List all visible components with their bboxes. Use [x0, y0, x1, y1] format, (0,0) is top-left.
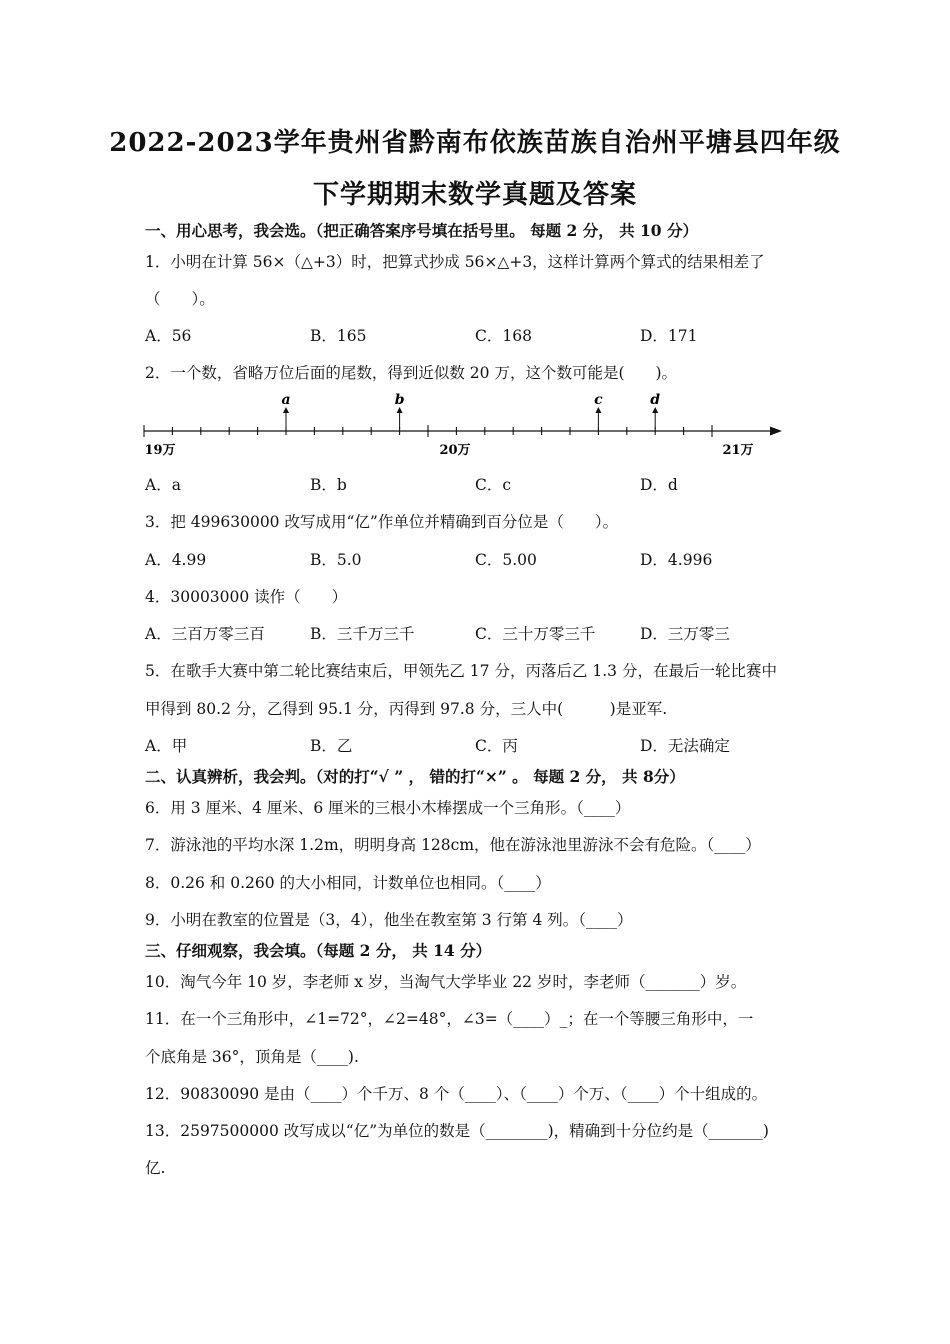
- q1-option-c: C．168: [475, 327, 532, 345]
- section-2-heading: 二、认真辨析，我会判。（对的打“√ ” ， 错的打“×” 。 每题 2 分， 共 8分）: [145, 767, 685, 786]
- number-line-ticks: [144, 425, 712, 437]
- question-5-line-1: 5．在歌手大赛中第二轮比赛结束后，甲领先乙 17 分，丙落后乙 1.3 分，在最后一轮比赛中: [145, 662, 777, 680]
- page-title-line-2: 下学期期末数学真题及答案: [312, 180, 637, 210]
- question-4-text: 4．30003000 读作（ ）: [145, 588, 348, 606]
- q3-option-a: A．4.99: [145, 551, 207, 569]
- svg-text:c: c: [594, 392, 603, 408]
- question-13-line-1: 13．2597500000 改写成以“亿”为单位的数是（________)，精确到十分位约是（_______): [145, 1122, 769, 1140]
- question-1-line-2: （ ）。: [145, 290, 215, 308]
- q2-option-b: B．b: [310, 476, 347, 494]
- q4-option-d: D．三万零三: [640, 625, 730, 643]
- number-line-arrow-head: [770, 427, 782, 436]
- q3-option-c: C．5.00: [475, 551, 537, 569]
- label-20wan: 20万: [439, 443, 471, 458]
- marker-d: [650, 392, 660, 429]
- question-13-line-2: 亿.: [145, 1159, 166, 1177]
- svg-text:b: b: [394, 392, 405, 408]
- section-1-heading: 一、用心思考，我会选。（把正确答案序号填在括号里。 每题 2 分， 共 10 分）: [145, 221, 698, 240]
- q3-option-d: D．4.996: [640, 551, 713, 569]
- q5-option-b: B．乙: [310, 737, 353, 755]
- q4-option-b: B．三千万三千: [310, 625, 415, 643]
- question-3-text: 3．把 499630000 改写成用“亿”作单位并精确到百分位是（ ）。: [145, 513, 619, 531]
- q4-option-a: A．三百万零三百: [145, 625, 265, 643]
- q2-option-d: D．d: [640, 476, 678, 494]
- question-8-text: 8．0.26 和 0.260 的大小相同，计数单位也相同。（____）: [145, 874, 551, 892]
- q3-option-b: B．5.0: [310, 551, 362, 569]
- q1-option-b: B．165: [310, 327, 367, 345]
- question-1-line-1: 1．小明在计算 56×（△+3）时，把算式抄成 56×△+3，这样计算两个算式的结果相差了: [145, 253, 765, 271]
- svg-text:a: a: [281, 392, 291, 408]
- q5-option-c: C．丙: [475, 737, 518, 755]
- section-3-heading: 三、仔细观察，我会填。（每题 2 分， 共 14 分）: [145, 941, 492, 960]
- q1-option-a: A．56: [145, 327, 192, 345]
- question-11-line-1: 11．在一个三角形中，∠1=72°，∠2=48°，∠3=（____）_；在一个等腰三角形中，一: [145, 1010, 754, 1028]
- question-2-text: 2．一个数，省略万位后面的尾数，得到近似数 20 万，这个数可能是( )。: [145, 364, 678, 382]
- q1-option-d: D．171: [640, 327, 698, 345]
- q5-option-a: A．甲: [145, 737, 188, 755]
- number-line-figure: [140, 388, 790, 463]
- marker-b: [395, 392, 405, 429]
- marker-a: [281, 392, 290, 429]
- marker-c: [594, 392, 603, 429]
- q2-option-c: C．c: [475, 476, 512, 494]
- svg-text:d: d: [650, 392, 661, 408]
- question-12-text: 12．90830090 是由（____）个千万、8 个（____）、（____）个万、（____）个十组成的。: [145, 1085, 768, 1103]
- question-6-text: 6．用 3 厘米、4 厘米、6 厘米的三根小木棒摆成一个三角形。（____）: [145, 799, 631, 817]
- q5-option-d: D．无法确定: [640, 737, 730, 755]
- q4-option-c: C．三十万零三千: [475, 625, 596, 643]
- question-10-text: 10．淘气今年 10 岁，李老师 x 岁，当淘气大学毕业 22 岁时，李老师（_______）岁。: [145, 973, 747, 991]
- question-9-text: 9．小明在教室的位置是（3，4），他坐在教室第 3 行第 4 列。（____）: [145, 911, 633, 929]
- label-19wan: 19万: [144, 443, 176, 458]
- question-5-line-2: 甲得到 80.2 分，乙得到 95.1 分，丙得到 97.8 分，三人中( )是亚军.: [145, 700, 668, 718]
- question-11-line-2: 个底角是 36°，顶角是（____).: [145, 1048, 359, 1066]
- question-7-text: 7．游泳池的平均水深 1.2m，明明身高 128cm，他在游泳池里游泳不会有危险。（____）: [145, 836, 761, 854]
- page-title-line-1: 2022-2023学年贵州省黔南布依族苗族自治州平塘县四年级: [109, 128, 841, 158]
- q2-option-a: A．a: [145, 476, 181, 494]
- label-21wan: 21万: [722, 443, 754, 458]
